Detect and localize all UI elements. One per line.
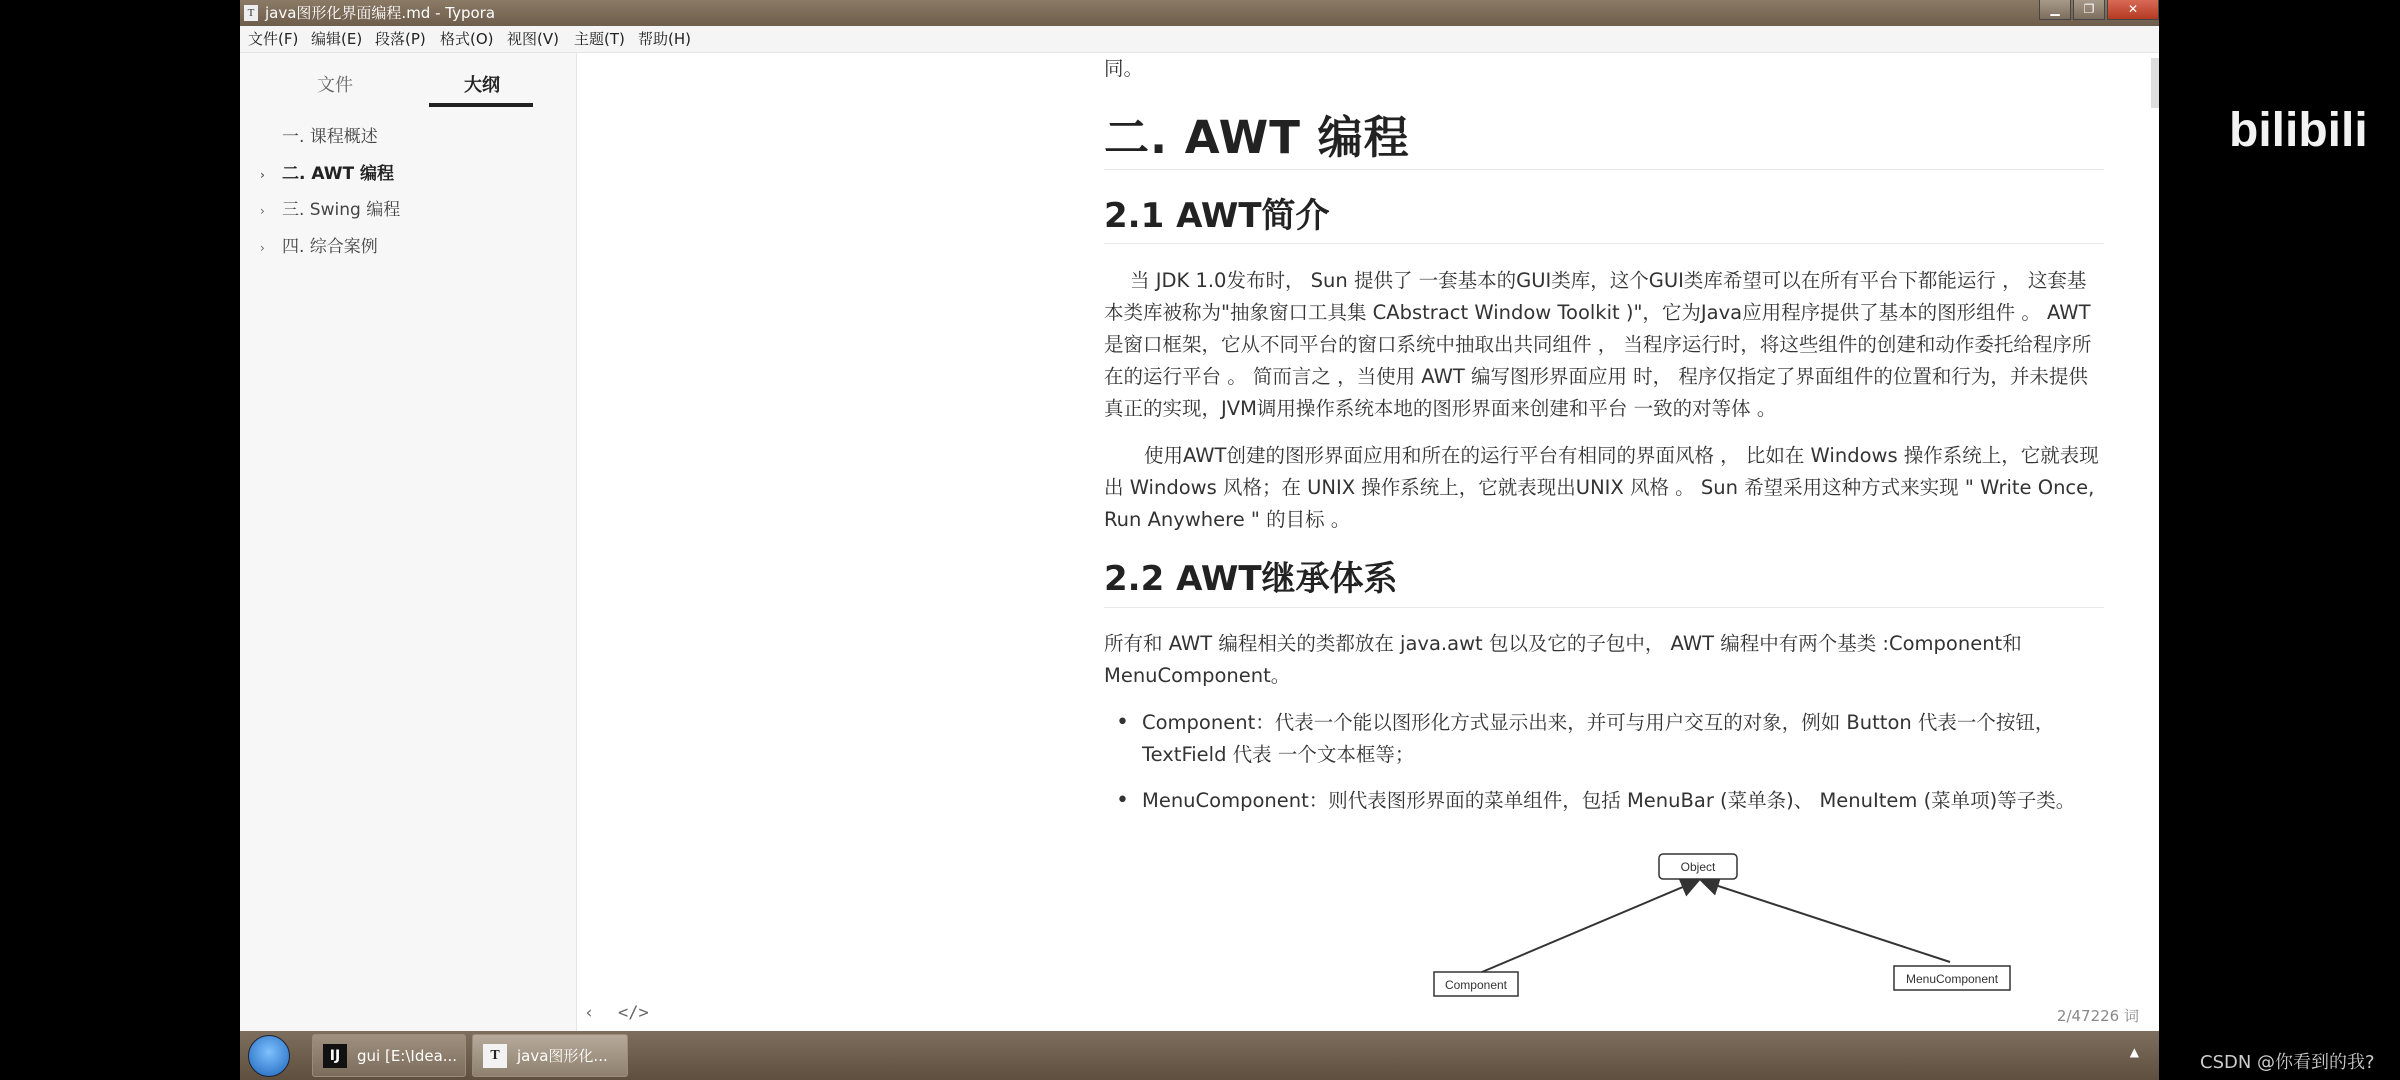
taskbar-item-typora[interactable]: [472, 1034, 628, 1077]
title-bar[interactable]: [240, 0, 2159, 26]
paragraph-base-classes: 所有和 AWT 编程相关的类都放在 java.awt 包以及它的子包中， AWT 编程中有两个基类 :Component和 MenuComponent。: [1104, 632, 2022, 687]
node-component-label: Component: [1444, 978, 1508, 992]
outline-item-label: 三. Swing 编程: [282, 200, 401, 220]
heading-awt-inherit: 2.2 AWT继承体系: [1104, 559, 1398, 599]
paragraph-intro: 当 JDK 1.0发布时， Sun 提供了 一套基本的GUI类库，这个GUI类库希望可以在所有平台下都能运行 ， 这套基本类库被称为"抽象窗口工具集 CAbstract Window Toolkit )"，它为Java应用程序提供了基本的图形组件 。 AWT是窗口框架，它从不同平台的窗口系统中抽取出共同组件 ， 当程序运行时，将这些组件的创建和动作委托给程序所在的运行平台 。 简而言之 ，当使用 AWT 编写图形界面应用 时， 程序仅指定了界面组件的位置和行为，并未提供真正的实现，JVM调用操作系统本地的图形界面来创建和平台 一致的对等体 。: [1104, 269, 2092, 420]
text-fragment: 同。: [1104, 57, 1144, 80]
taskbar-item-label: gui [E:\Idea...: [357, 1047, 458, 1065]
outline-item-awt[interactable]: [260, 162, 394, 186]
minimize-button[interactable]: ▁: [2039, 0, 2071, 20]
outline-item-swing[interactable]: [260, 198, 400, 222]
menu-theme[interactable]: 主题(T): [574, 30, 625, 48]
menu-view[interactable]: 视图(V): [507, 30, 559, 48]
edge-menucomponent-object: [1703, 881, 1950, 962]
sidebar: [240, 53, 577, 1031]
bilibili-watermark: bilibili: [2229, 104, 2368, 157]
menu-bar: [240, 26, 2159, 53]
menu-format[interactable]: 格式(O): [440, 30, 494, 48]
word-count[interactable]: 2/47226 词: [2056, 1007, 2139, 1025]
h1-divider: [1104, 169, 2104, 170]
node-object-label: Object: [1680, 860, 1716, 874]
toggle-sidebar-icon[interactable]: ‹: [584, 1003, 595, 1023]
typora-icon: T: [483, 1044, 507, 1068]
tab-active-indicator: [429, 103, 533, 107]
outline-item-label: 一. 课程概述: [282, 127, 378, 147]
taskbar: [240, 1031, 2159, 1080]
intellij-icon: IJ: [323, 1044, 347, 1068]
status-footer: [578, 997, 2159, 1031]
close-button[interactable]: ✕: [2107, 0, 2159, 20]
source-mode-icon[interactable]: </>: [618, 1003, 649, 1023]
taskbar-item-label: java图形化...: [517, 1047, 608, 1065]
h2-divider: [1104, 243, 2104, 244]
chevron-right-icon[interactable]: ›: [260, 241, 265, 255]
paragraph-style: 使用AWT创建的图形界面应用和所在的运行平台有相同的界面风格 ， 比如在 Windows 操作系统上，它就表现出 Windows 风格；在 UNIX 操作系统上，它就表现出UNIX 风格 。 Sun 希望采用这种方式来实现 " Write Once, Run Anywhere " 的目标 。: [1104, 444, 2099, 531]
menu-help[interactable]: 帮助(H): [638, 30, 691, 48]
menu-file[interactable]: 文件(F): [248, 30, 299, 48]
taskbar-item-intellij[interactable]: [312, 1034, 466, 1077]
csdn-watermark: CSDN @你看到的我?: [2200, 1052, 2375, 1073]
typora-app-icon: T: [244, 5, 258, 21]
window-controls: [2037, 0, 2159, 22]
outline-item-label: 四. 综合案例: [282, 237, 378, 257]
start-button[interactable]: [248, 1035, 290, 1077]
list-item: • MenuComponent：则代表图形界面的菜单组件，包括 MenuBar (菜单条)、 MenuItem (菜单项)等子类。: [1104, 785, 2104, 817]
tab-files[interactable]: 文件: [317, 75, 353, 96]
edge-component-object: [1482, 881, 1697, 972]
maximize-button[interactable]: ❐: [2073, 0, 2105, 20]
menu-paragraph[interactable]: 段落(P): [375, 30, 426, 48]
outline-item-case[interactable]: [260, 235, 378, 259]
menu-edit[interactable]: 编辑(E): [311, 30, 363, 48]
outline-item-overview[interactable]: [260, 125, 378, 149]
window-title: java图形化界面编程.md - Typora: [265, 4, 496, 22]
heading-h1: 二. AWT 编程: [1104, 111, 1410, 164]
chevron-right-icon[interactable]: ›: [260, 168, 265, 182]
chevron-right-icon[interactable]: ›: [260, 204, 265, 218]
h2-divider: [1104, 607, 2104, 608]
outline-item-label: 二. AWT 编程: [282, 164, 395, 184]
heading-awt-intro: 2.1 AWT简介: [1104, 196, 1330, 236]
list-item: • Component：代表一个能以图形化方式显示出来，并可与用户交互的对象，例如 Button 代表一个按钮，TextField 代表 一个文本框等；: [1104, 707, 2104, 771]
node-menucomponent-label: MenuComponent: [1905, 972, 1999, 986]
scrollbar-thumb[interactable]: [2151, 58, 2159, 108]
show-hidden-icons-icon[interactable]: ▲: [2129, 1045, 2139, 1059]
tab-outline[interactable]: 大纲: [464, 75, 500, 96]
